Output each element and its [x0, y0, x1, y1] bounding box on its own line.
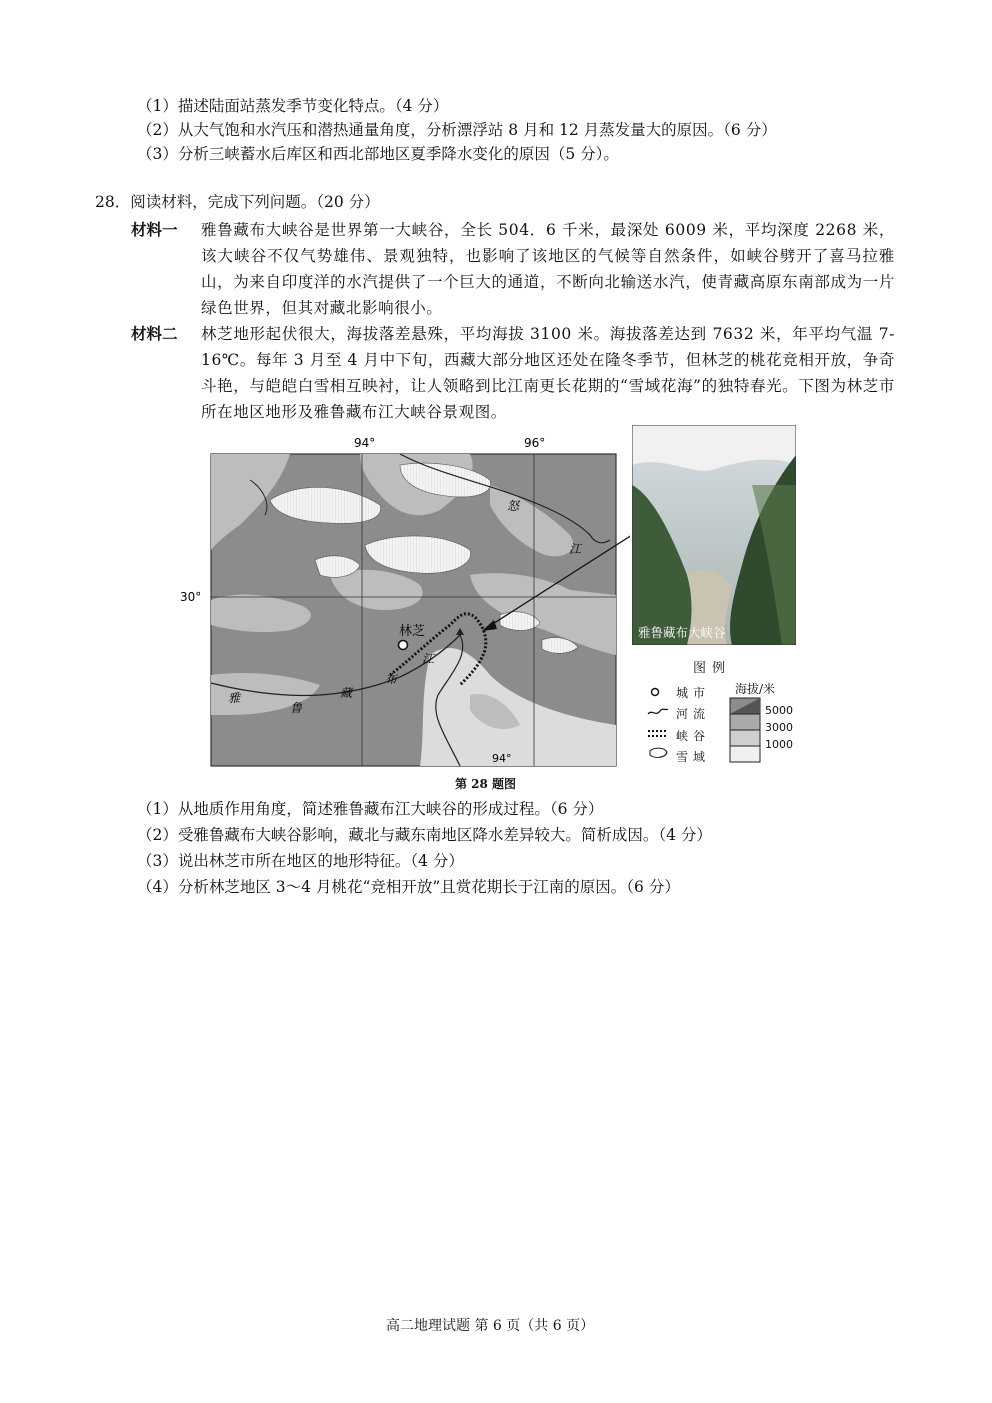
legend-symbols [646, 685, 670, 765]
river-label-jiang-upper: 江 [569, 542, 582, 556]
legend-elev-1000: 1000 [765, 738, 793, 751]
figure-caption: 第 28 题图 [455, 777, 517, 791]
canyon-photo [632, 425, 796, 645]
photo-caption: 雅鲁藏布大峡谷 [638, 625, 726, 640]
legend-elev-5000: 5000 [765, 704, 793, 717]
river-label-nu: 怒 [507, 499, 520, 513]
page-footer: 高二地理试题 第 6 页（共 6 页） [386, 1318, 595, 1334]
question-28-title: 28．阅读材料，完成下列问题。（20 分） [95, 193, 380, 211]
city-marker-linzhi [399, 641, 408, 650]
legend-canyon-icon [648, 731, 668, 736]
legend-title: 图例 [693, 661, 732, 676]
terrain-map [170, 425, 630, 775]
sub-question-4: （4）分析林芝地区 3～4 月桃花“竞相开放”且赏花期长于江南的原因。（6 分） [137, 878, 680, 896]
river-label-zang: 藏 [340, 686, 353, 700]
legend-elev-3000: 3000 [765, 721, 793, 734]
legend-river-icon [648, 709, 668, 714]
city-label-linzhi: 林芝 [399, 624, 426, 639]
sub-question-3: （3）说出林芝市所在地区的地形特征。（4 分） [137, 852, 464, 870]
river-label-ya: 雅 [228, 691, 241, 705]
river-label-lu: 鲁 [290, 701, 303, 715]
legend-canyon: 峡谷 [676, 729, 711, 743]
material-1-label: 材料一 [131, 220, 178, 239]
lon-94-label: 94° [354, 436, 376, 450]
lon-94-bottom-label: 94° [492, 752, 512, 765]
elevation-scale [729, 697, 765, 765]
material-2-label: 材料二 [131, 324, 178, 343]
sub-question-2: （2）受雅鲁藏布大峡谷影响，藏北与藏东南地区降水差异较大。简析成因。（4 分） [137, 826, 712, 844]
legend-city: 城市 [676, 686, 711, 700]
lat-30-label: 30° [180, 590, 202, 604]
river-label-bu: 布 [385, 672, 398, 686]
legend-city-icon [652, 689, 659, 696]
material-1-text: 雅鲁藏布大峡谷是世界第一大峡谷，全长 504．6 千米，最深处 6009 米，平均深度 2268 米，该大峡谷不仅气势雄伟、景观独特，也影响了该地区的气候等自然条件，如峡谷劈开了喜马拉雅山，为来自印度洋的水汽提供了一个巨大的通道，不断向北输送水汽，使青藏高原东南部成为一片绿色世界，但其对藏北影响很小。 [201, 221, 895, 317]
prev-question-2: （2）从大气饱和水汽压和潜热通量角度，分析漂浮站 8 月和 12 月蒸发量大的原因。（6 分） [137, 121, 777, 139]
legend-snow: 雪域 [676, 750, 711, 764]
legend-river: 河流 [676, 707, 711, 721]
lon-96-label: 96° [524, 436, 546, 450]
legend-elevation-title: 海拔/米 [735, 682, 776, 696]
material-2-text: 林芝地形起伏很大，海拔落差悬殊，平均海拔 3100 米。海拔落差达到 7632 米，年平均气温 7-16℃。每年 3 月至 4 月中下旬，西藏大部分地区还处在隆冬季节，但林芝的桃花竞相开放，争奇斗艳，与皑皑白雪相互映衬，让人领略到比江南更长花期的“雪域花海”的独特春光。下图为林芝市所在地区地形及雅鲁藏布江大峡谷景观图。 [201, 325, 895, 421]
legend-snow-icon [650, 748, 667, 757]
prev-question-3: （3）分析三峡蓄水后库区和西北部地区夏季降水变化的原因（5 分）。 [137, 145, 619, 163]
river-label-jiang: 江 [422, 652, 435, 666]
prev-question-1: （1）描述陆面站蒸发季节变化特点。（4 分） [137, 97, 449, 115]
sub-question-1: （1）从地质作用角度，简述雅鲁藏布江大峡谷的形成过程。（6 分） [137, 800, 604, 818]
